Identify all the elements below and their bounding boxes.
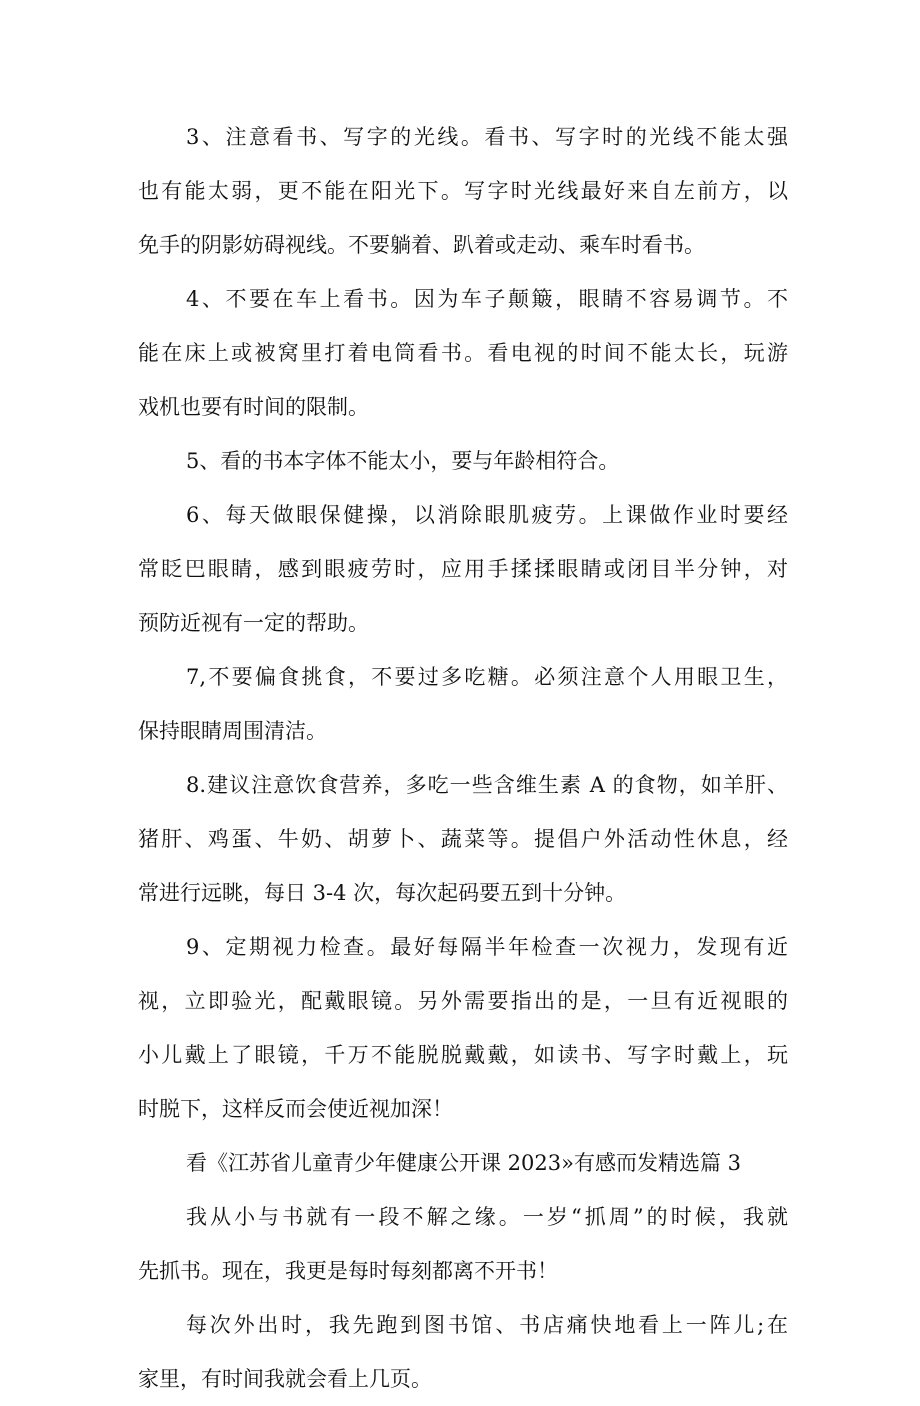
paragraph-7-line-2: 保持眼睛周围清洁。: [138, 719, 327, 743]
paragraph-4-line-3: 戏机也要有时间的限制。: [138, 395, 369, 419]
essay-paragraph-2-line-1: 每次外出时，我先跑到图书馆、书店痛快地看上一阵儿;在: [186, 1313, 788, 1337]
paragraph-3-line-2: 也有能太弱，更不能在阳光下。写字时光线最好来自左前方，以: [138, 179, 788, 203]
paragraph-6-line-1: 6、每天做眼保健操，以消除眼肌疲劳。上课做作业时要经: [186, 503, 788, 527]
paragraph-4-line-2: 能在床上或被窝里打着电筒看书。看电视的时间不能太长，玩游: [138, 341, 788, 365]
essay-paragraph-1-line-1: 我从小与书就有一段不解之缘。一岁“抓周”的时候，我就: [186, 1205, 788, 1229]
essay-paragraph-2-line-2: 家里，有时间我就会看上几页。: [138, 1367, 432, 1391]
paragraph-7-line-1: 7,不要偏食挑食，不要过多吃糖。必须注意个人用眼卫生，: [186, 665, 788, 689]
paragraph-9-line-3: 小儿戴上了眼镜，千万不能脱脱戴戴，如读书、写字时戴上，玩: [138, 1043, 788, 1067]
paragraph-6-line-2: 常眨巴眼睛，感到眼疲劳时，应用手揉揉眼睛或闭目半分钟，对: [138, 557, 788, 581]
paragraph-3-line-3: 免手的阴影妨碍视线。不要躺着、趴着或走动、乘车时看书。: [138, 233, 705, 257]
paragraph-4-line-1: 4、不要在车上看书。因为车子颠簸，眼睛不容易调节。不: [186, 287, 788, 311]
paragraph-9-line-4: 时脱下，这样反而会使近视加深！: [138, 1097, 453, 1121]
paragraph-5-line-1: 5、看的书本字体不能太小，要与年龄相符合。: [186, 449, 620, 473]
paragraph-9-line-1: 9、定期视力检查。最好每隔半年检查一次视力，发现有近: [186, 935, 788, 959]
paragraph-3-line-1: 3、注意看书、写字的光线。看书、写字时的光线不能太强: [186, 125, 788, 149]
paragraph-8-line-1: 8.建议注意饮食营养，多吃一些含维生素 A 的食物，如羊肝、: [186, 773, 788, 797]
paragraph-9-line-2: 视，立即验光，配戴眼镜。另外需要指出的是，一旦有近视眼的: [138, 989, 788, 1013]
document-body: [138, 110, 788, 1406]
section-heading: 看《江苏省儿童青少年健康公开课 2023»有感而发精选篇 3: [186, 1151, 742, 1175]
paragraph-8-line-3: 常进行远眺，每日 3-4 次，每次起码要五到十分钟。: [138, 881, 627, 905]
paragraph-6-line-3: 预防近视有一定的帮助。: [138, 611, 369, 635]
paragraph-8-line-2: 猪肝、鸡蛋、牛奶、胡萝卜、蔬菜等。提倡户外活动性休息，经: [138, 827, 788, 851]
essay-paragraph-1-line-2: 先抓书。现在，我更是每时每刻都离不开书！: [138, 1259, 558, 1283]
